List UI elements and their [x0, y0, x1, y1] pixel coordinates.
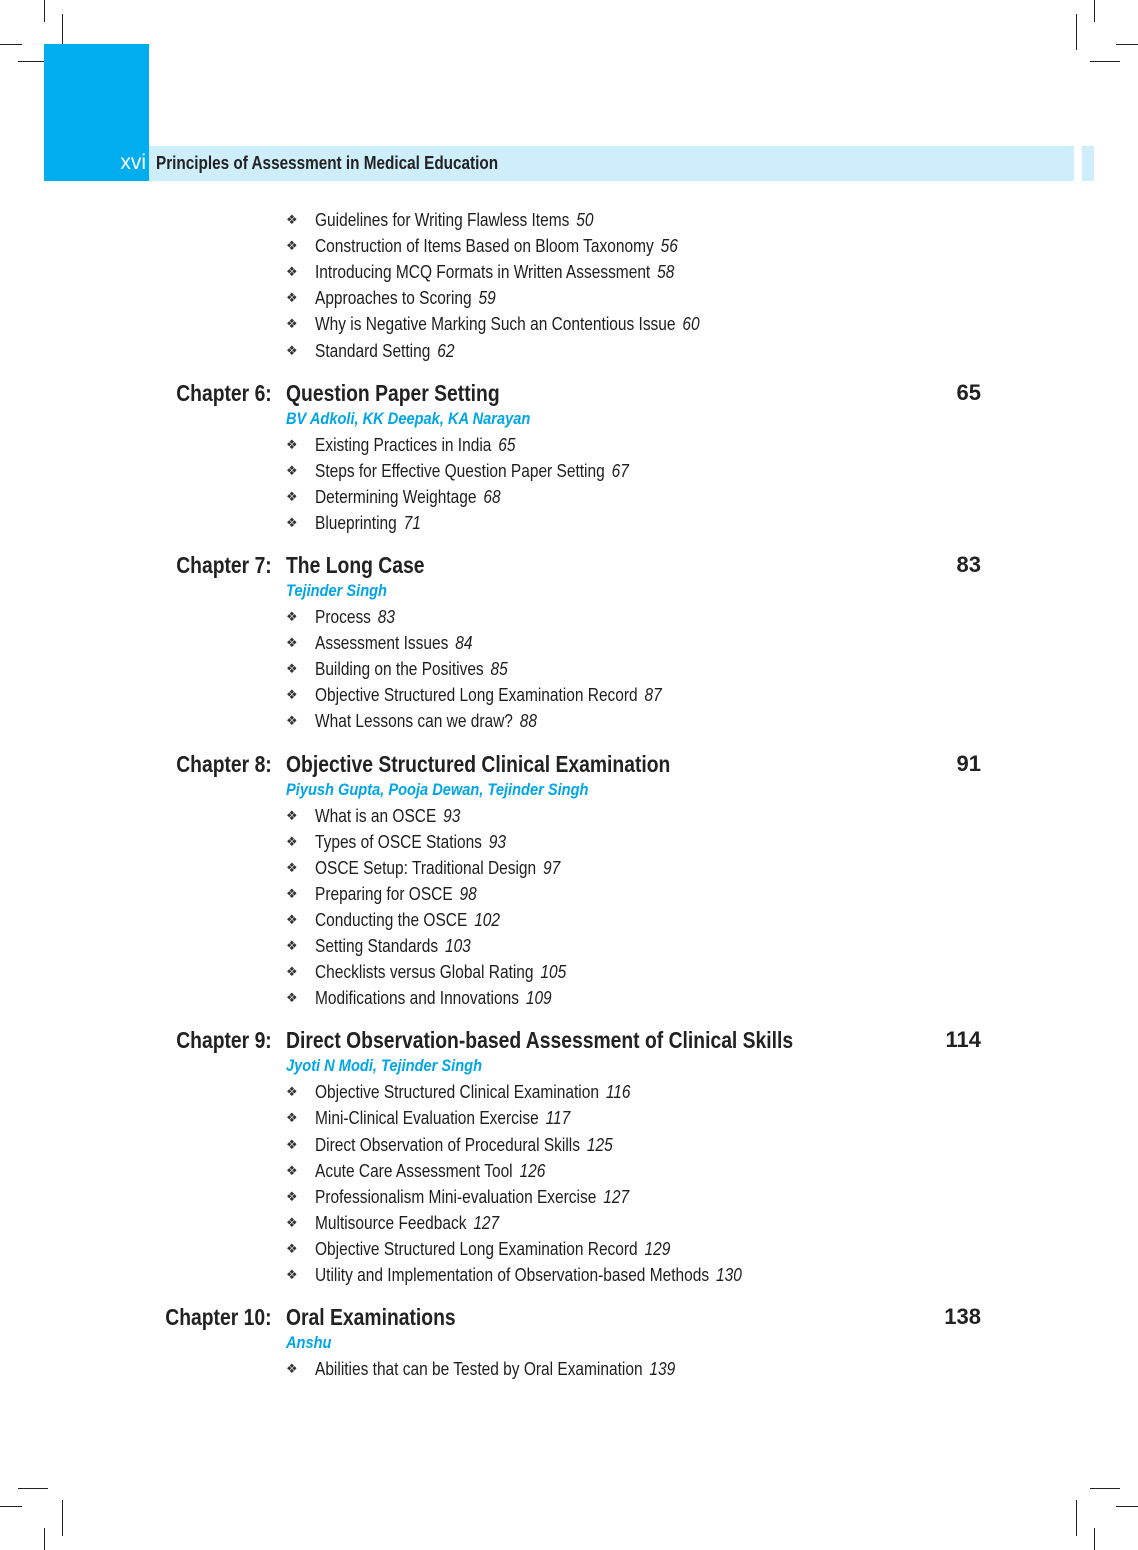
toc-entry-page: 102: [474, 909, 501, 930]
chapter-label: Chapter 10:: [165, 1304, 272, 1331]
chapter-label: Chapter 8:: [176, 750, 272, 777]
toc-entry[interactable]: [286, 312, 762, 336]
toc-entry[interactable]: [286, 657, 539, 681]
toc-entry[interactable]: [286, 856, 600, 880]
toc-entry-page: 109: [525, 988, 552, 1009]
chapter-title: The Long Case: [286, 552, 425, 578]
diamond-bullet-icon: ❖: [286, 964, 298, 980]
diamond-bullet-icon: ❖: [286, 462, 298, 478]
toc-entry-page: 56: [660, 236, 678, 257]
toc-entry[interactable]: [286, 511, 438, 535]
toc-entry-page: 71: [403, 512, 421, 533]
crop-mark: [1094, 0, 1095, 22]
toc-entry[interactable]: [286, 804, 484, 828]
chapter-authors: Piyush Gupta, Pooja Dewan, Tejinder Singh: [286, 779, 589, 799]
toc-entry-page: 59: [478, 288, 496, 309]
diamond-bullet-icon: ❖: [286, 514, 298, 530]
toc-entry-title: Construction of Items Based on Bloom Taxonomy 56: [315, 236, 678, 257]
toc-entry-title: Determining Weightage 68: [315, 486, 501, 507]
diamond-bullet-icon: ❖: [286, 687, 298, 703]
toc-entry-page: 58: [657, 262, 675, 283]
toc-entry[interactable]: [286, 1080, 682, 1104]
toc-entry-page: 130: [715, 1265, 742, 1285]
toc-entry-title: Mini-Clinical Evaluation Exercise 117: [315, 1108, 571, 1129]
toc-entry[interactable]: [286, 631, 498, 655]
chapter-label: Chapter 7:: [176, 552, 272, 578]
toc-entry[interactable]: [286, 1133, 661, 1157]
diamond-bullet-icon: ❖: [286, 1084, 298, 1100]
diamond-bullet-icon: ❖: [286, 1136, 298, 1152]
diamond-bullet-icon: ❖: [286, 911, 298, 927]
toc-entry-page: 60: [682, 314, 700, 335]
diamond-bullet-icon: ❖: [286, 1188, 298, 1204]
toc-entry-title: Approaches to Scoring 59: [315, 288, 496, 309]
crop-mark: [1076, 14, 1077, 50]
chapter-title: Question Paper Setting: [286, 379, 500, 406]
toc-entry-page: 67: [611, 460, 629, 481]
diamond-bullet-icon: ❖: [286, 316, 298, 332]
diamond-bullet-icon: ❖: [286, 885, 298, 901]
toc-entry-title: Abilities that can be Tested by Oral Examination 139: [315, 1359, 676, 1380]
toc-entry-title: Checklists versus Global Rating 105: [315, 962, 567, 983]
toc-entry-title: Multisource Feedback 127: [315, 1212, 500, 1233]
toc-entry-page: 116: [605, 1082, 631, 1103]
toc-entry-title: Guidelines for Writing Flawless Items 50: [315, 210, 594, 230]
chapter-label: Chapter 6:: [176, 379, 272, 406]
toc-entry-page: 85: [490, 659, 508, 680]
toc-entry-page: 127: [603, 1186, 630, 1207]
chapter-authors: Jyoti N Modi, Tejinder Singh: [286, 1056, 483, 1076]
diamond-bullet-icon: ❖: [286, 938, 298, 953]
toc-entry-page: 129: [644, 1238, 671, 1259]
toc-entry-title: Steps for Effective Question Paper Setting 67: [315, 460, 629, 481]
toc-entry-title: Direct Observation of Procedural Skills 125: [315, 1134, 613, 1155]
toc-entry-title: Professionalism Mini-evaluation Exercise 127: [315, 1186, 630, 1207]
toc-entry-page: 50: [576, 210, 594, 230]
toc-entry-page: 65: [498, 434, 516, 455]
chapter-title: Direct Observation-based Assessment of Clinical Skills: [286, 1027, 794, 1054]
toc-entry-title: Existing Practices in India 65: [315, 434, 516, 455]
diamond-bullet-icon: ❖: [286, 609, 298, 624]
diamond-bullet-icon: ❖: [286, 635, 298, 651]
diamond-bullet-icon: ❖: [286, 436, 298, 452]
crop-mark: [1116, 44, 1138, 45]
toc-entry-page: 88: [519, 711, 538, 732]
toc-entry-page: 98: [459, 883, 477, 904]
diamond-bullet-icon: ❖: [286, 290, 298, 306]
toc-entry-page: 125: [586, 1134, 613, 1155]
toc-entry-title: Preparing for OSCE 98: [315, 883, 477, 904]
toc-entry-page: 84: [455, 633, 473, 654]
crop-mark: [44, 0, 45, 22]
toc-entry-title: Standard Setting 62: [315, 340, 455, 361]
toc-entry-page: 97: [543, 857, 561, 878]
toc-entry[interactable]: [286, 934, 496, 958]
chapter-page-number: 91: [956, 750, 981, 776]
toc-entry[interactable]: [286, 605, 408, 629]
diamond-bullet-icon: ❖: [286, 1361, 298, 1377]
chapter-authors: Anshu: [286, 1333, 332, 1353]
toc-entry-page: 103: [444, 936, 471, 956]
diamond-bullet-icon: ❖: [286, 807, 298, 823]
chapter-label: Chapter 9:: [176, 1027, 272, 1054]
diamond-bullet-icon: ❖: [286, 990, 298, 1006]
toc-entry[interactable]: [286, 208, 639, 232]
diamond-bullet-icon: ❖: [286, 833, 298, 849]
diamond-bullet-icon: ❖: [286, 1240, 298, 1256]
toc-entry-page: 93: [488, 831, 507, 852]
crop-mark: [18, 1488, 48, 1489]
toc-entry-title: Modifications and Innovations 109: [315, 988, 552, 1009]
toc-entry-page: 139: [649, 1359, 676, 1380]
toc-entry[interactable]: [286, 286, 525, 310]
diamond-bullet-icon: ❖: [286, 342, 298, 358]
diamond-bullet-icon: ❖: [286, 1267, 298, 1282]
toc-entry-page: 83: [377, 607, 396, 627]
crop-mark: [44, 1528, 45, 1550]
toc-entry-title: What is an OSCE 93: [315, 805, 461, 826]
diamond-bullet-icon: ❖: [286, 1162, 298, 1178]
diamond-bullet-icon: ❖: [286, 264, 298, 280]
toc-entry-title: Why is Negative Marking Such an Contentious Issue 60: [315, 314, 700, 335]
diamond-bullet-icon: ❖: [286, 238, 298, 254]
toc-entry[interactable]: [286, 260, 733, 284]
toc-entry-title: Types of OSCE Stations 93: [315, 831, 507, 852]
toc-entry-title: Conducting the OSCE 102: [315, 909, 501, 930]
chapter-page-number: 114: [945, 1027, 981, 1053]
diamond-bullet-icon: ❖: [286, 713, 298, 729]
toc-entry-title: Process 83: [315, 607, 396, 627]
toc-entry[interactable]: [286, 709, 573, 733]
toc-entry-title: Setting Standards 103: [315, 936, 471, 956]
toc-entry-title: Objective Structured Long Examination Record 87: [315, 685, 662, 706]
toc-entry[interactable]: [286, 234, 737, 258]
toc-entry-page: 62: [437, 340, 455, 361]
chapter-page-number: 83: [956, 552, 981, 577]
crop-mark: [1090, 61, 1120, 62]
toc-entry-page: 68: [483, 486, 501, 507]
toc-entry[interactable]: [286, 1237, 728, 1261]
toc-entry[interactable]: [286, 986, 590, 1010]
toc-entry-page: 126: [519, 1160, 546, 1181]
chapter-authors: Tejinder Singh: [286, 581, 387, 600]
toc-entry-title: Blueprinting 71: [315, 512, 421, 533]
toc-entry[interactable]: [286, 1357, 734, 1381]
toc-entry-title: Introducing MCQ Formats in Written Assessment 58: [315, 262, 675, 283]
crop-mark: [1090, 1488, 1120, 1489]
toc-entry-title: Objective Structured Clinical Examination 116: [315, 1082, 631, 1103]
toc-entry[interactable]: [286, 830, 537, 854]
crop-mark: [0, 44, 22, 45]
toc-entry[interactable]: [286, 1211, 529, 1235]
toc-entry-page: 117: [545, 1108, 571, 1129]
page-number: xvi: [120, 151, 146, 174]
toc-entry[interactable]: [286, 1263, 811, 1287]
diamond-bullet-icon: ❖: [286, 661, 298, 677]
chapter-title: Oral Examinations: [286, 1304, 456, 1331]
toc-entry-page: 87: [644, 685, 662, 706]
chapter-title: Objective Structured Clinical Examination: [286, 750, 671, 777]
crop-mark: [0, 1506, 22, 1507]
header-band-edge: [1082, 146, 1094, 181]
diamond-bullet-icon: ❖: [286, 488, 298, 504]
toc-entry-page: 105: [540, 962, 567, 983]
toc-entry[interactable]: [286, 433, 548, 457]
toc-entry-title: Objective Structured Long Examination Record 129: [315, 1238, 671, 1259]
toc-entry-title: Building on the Positives 85: [315, 659, 508, 680]
crop-mark: [62, 1500, 63, 1536]
toc-entry[interactable]: [286, 1159, 583, 1183]
chapter-authors: BV Adkoli, KK Deepak, KA Narayan: [286, 408, 531, 428]
toc-entry[interactable]: [286, 882, 503, 906]
toc-entry[interactable]: [286, 485, 531, 509]
toc-entry[interactable]: [286, 960, 607, 984]
toc-entry[interactable]: [286, 908, 530, 932]
running-title: Principles of Assessment in Medical Education: [156, 153, 499, 173]
toc-entry[interactable]: [286, 459, 680, 483]
crop-mark: [1094, 1528, 1095, 1550]
toc-entry[interactable]: [286, 1185, 680, 1209]
diamond-bullet-icon: ❖: [286, 859, 298, 875]
crop-mark: [1076, 1500, 1077, 1536]
diamond-bullet-icon: ❖: [286, 1110, 298, 1126]
toc-entry-page: 93: [443, 805, 461, 826]
toc-entry-title: Utility and Implementation of Observation-based Methods 130: [315, 1265, 742, 1285]
toc-entry-title: Acute Care Assessment Tool 126: [315, 1160, 546, 1181]
diamond-bullet-icon: ❖: [286, 1214, 298, 1230]
diamond-bullet-icon: ❖: [286, 212, 298, 227]
toc-entry-title: What Lessons can we draw? 88: [315, 711, 538, 732]
toc-entry[interactable]: [286, 683, 718, 707]
chapter-page-number: 138: [944, 1304, 981, 1330]
chapter-page-number: 65: [956, 379, 981, 405]
crop-mark: [1116, 1506, 1138, 1507]
toc-entry[interactable]: [286, 339, 477, 363]
toc-entry-page: 127: [473, 1212, 500, 1233]
toc-entry[interactable]: [286, 1106, 612, 1130]
toc-entry-title: OSCE Setup: Traditional Design 97: [315, 857, 561, 878]
toc-entry-title: Assessment Issues 84: [315, 633, 473, 654]
